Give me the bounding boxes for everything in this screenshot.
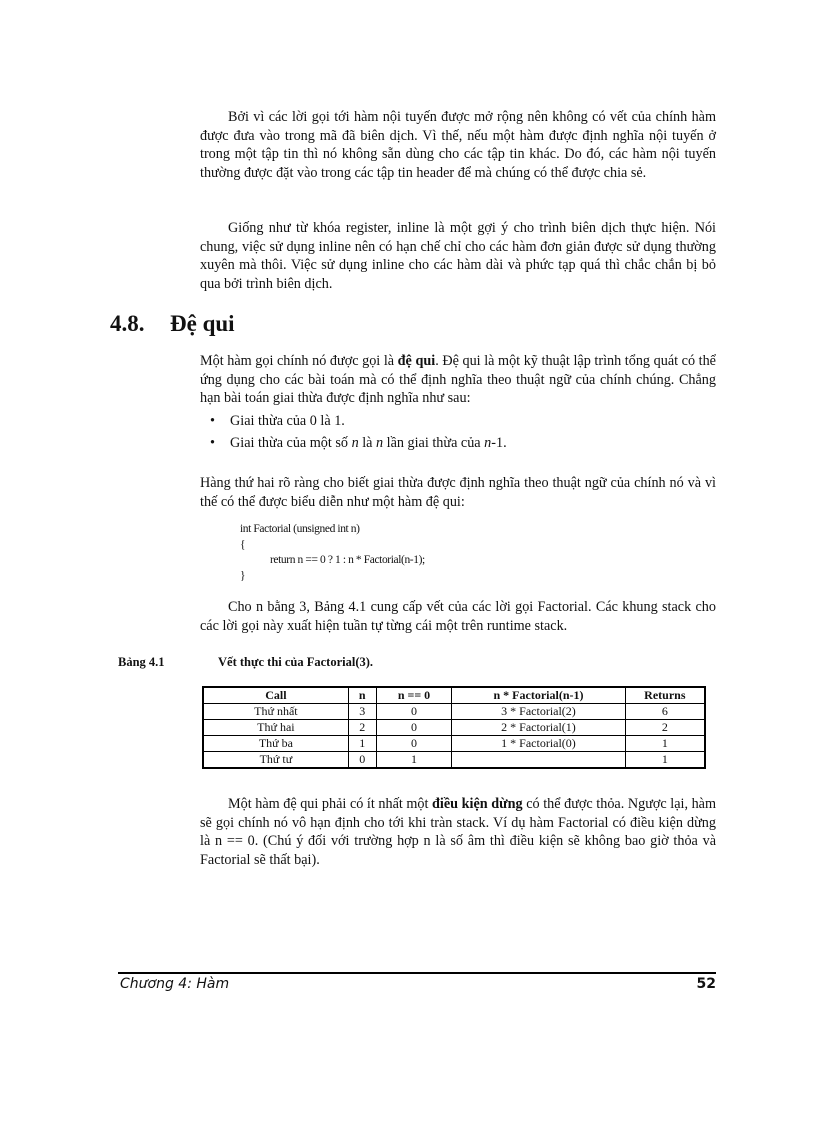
stop-bold-term: điều kiện dừng	[432, 796, 523, 812]
section-title: Đệ qui	[170, 311, 235, 336]
paragraph-stop-condition	[200, 795, 716, 869]
table-cell: 1	[625, 752, 705, 769]
table-cell: 3 * Factorial(2)	[452, 704, 625, 720]
table-cell	[452, 752, 625, 769]
column-header: n == 0	[376, 687, 452, 704]
table-cell: 2 * Factorial(1)	[452, 720, 625, 736]
table-cell: Thứ hai	[203, 720, 348, 736]
bullet-text: -1.	[491, 435, 507, 451]
list-item	[206, 410, 507, 432]
table-cell: 1	[625, 736, 705, 752]
list-item	[206, 432, 507, 454]
table-cell: Thứ nhất	[203, 704, 348, 720]
page-number: 52	[696, 976, 716, 992]
stop-text: Một hàm đệ qui phải có ít nhất một	[228, 796, 433, 812]
column-header: Returns	[625, 687, 705, 704]
paragraph-table-intro: Cho n bằng 3, Bảng 4.1 cung cấp vết của các lời gọi Factorial. Các khung stack cho các lời gọi này xuất hiện tuần tự từng cái một trên runtime stack.	[200, 599, 716, 634]
intro-bold-term: đệ qui	[397, 353, 436, 369]
code-line: int Factorial (unsigned int n)	[240, 523, 360, 535]
bullet-text: Giai thừa của 0 là 1.	[230, 413, 345, 429]
table-row	[203, 720, 705, 736]
stop-text-rest: có thể được thỏa. Ngược lại, hàm sẽ gọi chính nó vô hạn định cho tới khi tràn stack. Ví dụ hàm Factorial có điều kiện dừng là n == 0. (Chú ý đối với trường hợp n là số âm thì điều kiện sẽ không bao giờ thỏa và Factorial sẽ thất bại).	[200, 796, 717, 868]
factorial-trace-table	[202, 686, 706, 769]
table-row	[203, 736, 705, 752]
code-line: {	[240, 538, 246, 551]
footer-divider	[118, 972, 716, 974]
code-line: return n == 0 ? 1 : n * Factorial(n-1);	[270, 554, 425, 566]
section-heading	[110, 311, 235, 337]
code-line: }	[240, 569, 246, 582]
intro-text-rest: . Đệ qui là một kỹ thuật lập trình tổng quát có thể ứng dụng cho các bài toán mà có thể định nghĩa theo thuật ngữ của chính chúng. Chẳng hạn bài toán giai thừa được định nghĩa như sau:	[200, 353, 716, 407]
paragraph-second-line: Hàng thứ hai rõ ràng cho biết giai thừa được định nghĩa theo thuật ngữ của chính nó và vì thế có thể được biểu diễn như một hàm đệ qui:	[200, 475, 716, 510]
paragraph-recursion-intro	[200, 352, 716, 408]
bullet-text: là	[358, 435, 376, 451]
column-header: n * Factorial(n-1)	[452, 687, 625, 704]
section-number: 4.8.	[110, 311, 145, 336]
factorial-definition-list	[206, 410, 507, 454]
intro-text: Một hàm gọi chính nó được gọi là	[200, 353, 398, 369]
table-cell: 1	[376, 752, 452, 769]
table-cell: 3	[348, 704, 376, 720]
paragraph-inline-trace: Bởi vì các lời gọi tới hàm nội tuyến được mở rộng nên không có vết của chính hàm được đưa vào trong mã đã biên dịch. Vì thế, nếu một hàm được định nghĩa nội tuyến ở trong một tập tin thì nó không sẵn dùng cho các tập tin khác. Do đó, các hàm nội tuyến thường được đặt vào trong các tập tin header để mà chúng có thể được chia sẻ.	[200, 109, 716, 181]
bullet-var: n	[351, 435, 359, 451]
bullet-text: Giai thừa của một số	[230, 435, 352, 451]
table-cell: 2	[625, 720, 705, 736]
code-block	[240, 522, 425, 584]
bullet-var: n	[376, 435, 384, 451]
bullet-var: n	[484, 435, 492, 451]
table-cell: 0	[376, 704, 452, 720]
table-cell: 0	[348, 752, 376, 769]
table-row	[203, 752, 705, 769]
table-cell: 0	[376, 720, 452, 736]
table-cell: Thứ ba	[203, 736, 348, 752]
table-cell: 0	[376, 736, 452, 752]
table-cell: 6	[625, 704, 705, 720]
paragraph-inline-hint: Giống như từ khóa register, inline là một gợi ý cho trình biên dịch thực hiện. Nói chung, việc sử dụng inline nên có hạn chế chỉ cho các hàm đơn giản được sử dụng thường xuyên mà thôi. Việc sử dụng inline cho các hàm dài và phức tạp quá thì chắc chắn bị bỏ qua bởi trình biên dịch.	[200, 220, 716, 292]
column-header: Call	[203, 687, 348, 704]
column-header: n	[348, 687, 376, 704]
table-cell: Thứ tư	[203, 752, 348, 769]
table-caption-label: Bảng 4.1	[118, 655, 165, 669]
table-cell: 1	[348, 736, 376, 752]
bullet-text: lần giai thừa của	[383, 435, 485, 451]
table-caption-title: Vết thực thi của Factorial(3).	[218, 655, 374, 669]
table-cell: 1 * Factorial(0)	[452, 736, 625, 752]
table-row	[203, 704, 705, 720]
table-cell: 2	[348, 720, 376, 736]
footer-chapter: Chương 4: Hàm	[120, 976, 230, 992]
table-header-row	[203, 687, 705, 704]
